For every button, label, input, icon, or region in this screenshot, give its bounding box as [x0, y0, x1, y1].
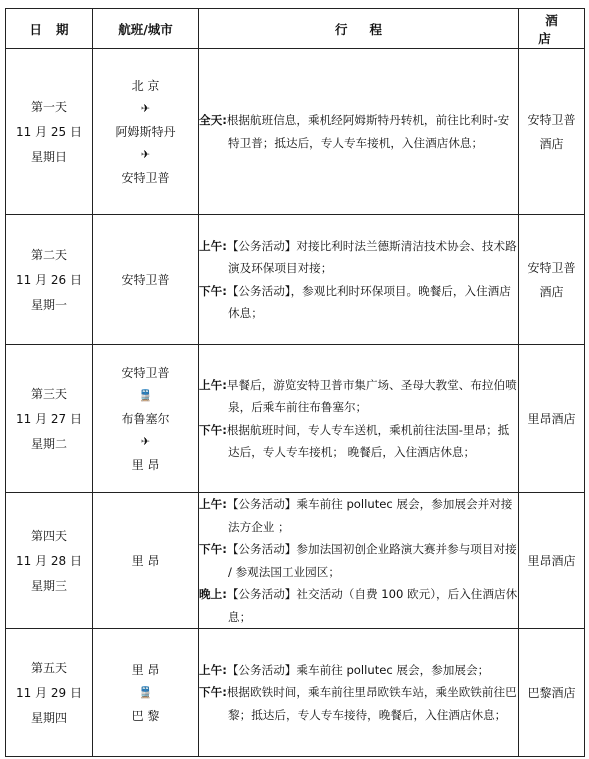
header-flight-city: 航班/城市 [93, 9, 199, 49]
hotel-cell [519, 49, 585, 215]
plan-cell [199, 629, 519, 757]
city-name: 安特卫普 [121, 170, 170, 185]
date-label: 11 月 27 日 [16, 411, 82, 426]
day-label: 第三天 [30, 386, 67, 401]
day-cell [6, 49, 93, 215]
city-name: 阿姆斯特丹 [115, 124, 176, 139]
plan-cell [199, 345, 519, 493]
city-cell [93, 345, 199, 493]
weekday-label: 星期三 [30, 578, 67, 593]
date-label: 11 月 25 日 [16, 124, 82, 139]
table-row [6, 345, 585, 493]
plan-item [199, 538, 518, 583]
plan-item [199, 374, 518, 419]
plan-text: 根据欧铁时间，乘车前往里昂欧铁车站，乘坐欧铁前往巴黎；抵达后，专人专车接待，晚餐后，入住酒店休息； [226, 685, 517, 722]
date-label: 11 月 28 日 [16, 553, 82, 568]
table-row [6, 629, 585, 757]
plan-text: 【公务活动】参加法国初创企业路演大赛并参与项目对接 / 参观法国工业园区； [226, 542, 517, 579]
city-name: 安特卫普 [121, 365, 170, 380]
hotel-cell [519, 493, 585, 629]
plan-time-label: 晚上: [199, 587, 227, 601]
plan-item [199, 493, 518, 538]
day-label: 第四天 [30, 528, 67, 543]
hotel-cell [519, 215, 585, 345]
header-row [6, 9, 585, 49]
plane-icon: ✈ [140, 101, 151, 115]
hotel-name: 巴黎酒店 [527, 685, 576, 700]
weekday-label: 星期日 [30, 149, 67, 164]
plan-time-label: 下午: [199, 685, 227, 700]
city-cell [93, 493, 199, 629]
weekday-label: 星期一 [30, 297, 67, 312]
city-name: 北 京 [131, 78, 160, 93]
city-cell [93, 629, 199, 757]
plan-time-label: 上午: [199, 662, 227, 677]
plan-text: 【公务活动】，参观比利时环保项目。晚餐后，入住酒店休息； [226, 283, 511, 320]
plan-text: 根据航班信息，乘机经阿姆斯特丹转机，前往比利时-安特卫普；抵达后，专人专车接机，入住酒店休息； [226, 113, 510, 150]
plan-time-label: 下午: [199, 542, 227, 556]
day-cell [6, 345, 93, 493]
day-label: 第二天 [30, 247, 67, 262]
table-row [6, 215, 585, 345]
city-name: 里 昂 [131, 553, 160, 568]
header-date: 日期 [6, 9, 93, 49]
plan-time-label: 全天: [199, 113, 227, 127]
plan-time-label: 上午: [199, 377, 227, 392]
plan-time-label: 下午: [199, 422, 227, 437]
table-row [6, 49, 585, 215]
city-name: 里 昂 [131, 457, 160, 472]
plan-time-label: 下午: [199, 283, 227, 298]
hotel-cell [519, 345, 585, 493]
hotel-name: 酒店 [539, 136, 564, 151]
day-cell [6, 629, 93, 757]
weekday-label: 星期二 [30, 436, 67, 451]
header-hotel: 酒店 [519, 9, 585, 49]
plan-item [199, 583, 518, 628]
plan-text: 根据航班时间，专人专车送机，乘机前往法国-里昂；抵达后，专人专车接机； 晚餐后，入住酒店休息； [226, 422, 510, 459]
plan-cell [199, 49, 519, 215]
plan-item [199, 280, 518, 325]
plan-item [199, 419, 518, 464]
plan-item [199, 681, 518, 726]
city-cell [93, 215, 199, 345]
hotel-cell [519, 629, 585, 757]
plane-icon: ✈ [140, 147, 151, 161]
plan-time-label: 上午: [199, 238, 227, 253]
train-icon: 🚆 [138, 388, 153, 402]
city-cell [93, 49, 199, 215]
plan-text: 【公务活动】社交活动（自费 100 欧元），后入住酒店休息； [226, 587, 518, 624]
hotel-name: 里昂酒店 [527, 553, 576, 568]
hotel-name: 里昂酒店 [527, 411, 576, 426]
plan-time-label: 上午: [199, 497, 227, 511]
city-name: 里 昂 [131, 662, 160, 677]
date-label: 11 月 26 日 [16, 272, 82, 287]
plan-text: 【公务活动】乘车前往 pollutec 展会，参加展会并对接法方企业 ； [226, 497, 513, 534]
header-itinerary: 行程 [199, 9, 519, 49]
train-icon: 🚆 [138, 685, 153, 699]
hotel-name: 安特卫普 [527, 260, 576, 275]
plan-text: 【公务活动】对接比利时法兰德斯清洁技术协会、技术路演及环保项目对接； [226, 238, 517, 275]
itinerary-table [5, 8, 585, 757]
city-name: 安特卫普 [121, 272, 170, 287]
day-label: 第五天 [30, 660, 67, 675]
city-name: 布鲁塞尔 [121, 411, 170, 426]
table-row [6, 493, 585, 629]
day-cell [6, 493, 93, 629]
plane-icon: ✈ [140, 434, 151, 448]
plan-text: 早餐后，游览安特卫普市集广场、圣母大教堂、布拉伯喷泉，后乘车前往布鲁塞尔； [226, 377, 517, 414]
plan-item [199, 109, 518, 154]
plan-item [199, 659, 518, 682]
plan-item [199, 235, 518, 280]
hotel-name: 安特卫普 [527, 112, 576, 127]
weekday-label: 星期四 [30, 710, 67, 725]
plan-text: 【公务活动】乘车前往 pollutec 展会，参加展会； [226, 662, 490, 677]
city-name: 巴 黎 [131, 708, 160, 723]
date-label: 11 月 29 日 [16, 685, 82, 700]
day-cell [6, 215, 93, 345]
plan-cell [199, 493, 519, 629]
hotel-name: 酒店 [539, 284, 564, 299]
day-label: 第一天 [30, 99, 67, 114]
plan-cell [199, 215, 519, 345]
